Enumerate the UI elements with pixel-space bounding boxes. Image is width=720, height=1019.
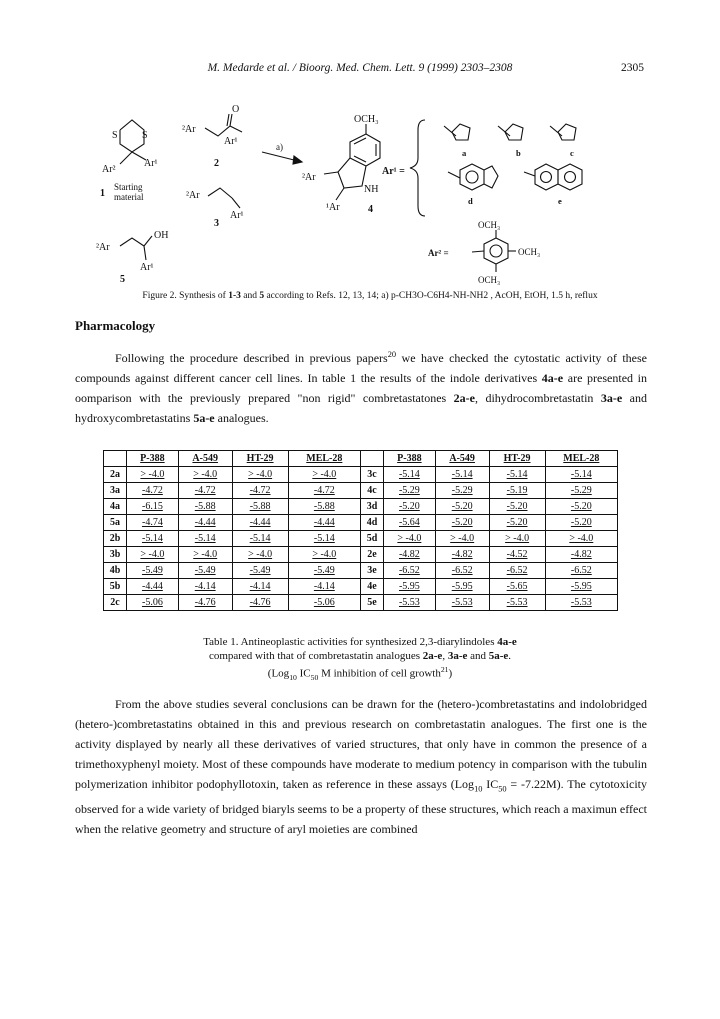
p2-text-3: = -7.22M). The cytotoxicity observed for a wide variety of bridged biaryls seems to be a property of these structures, which reach a maximun effect when the relative geometry and structure of aryl moieties are combined xyxy=(75,777,647,837)
tc-l3-sup: 21 xyxy=(440,665,449,674)
table-caption-line-1 xyxy=(180,635,540,649)
p2-text-2: IC xyxy=(482,777,499,791)
tc-l3-sub2: 50 xyxy=(310,672,319,682)
table-cell: -5.49 xyxy=(127,563,179,579)
caption-bold-1: 1-3 xyxy=(228,291,241,301)
table-caption-line-2 xyxy=(180,649,540,663)
label-arrow-a: a) xyxy=(276,142,283,152)
row-label: 4a xyxy=(104,499,127,515)
table-body xyxy=(104,467,618,611)
table-cell: -5.14 xyxy=(435,467,489,483)
header-col: HT-29 xyxy=(489,451,545,467)
table-cell: -4.52 xyxy=(489,547,545,563)
table-cell: -5.65 xyxy=(489,579,545,595)
table-cell: -5.88 xyxy=(288,499,360,515)
row-label: 3d xyxy=(360,499,383,515)
label-och3-1: OCH₃ xyxy=(478,220,501,230)
table-cell: -4.44 xyxy=(178,515,232,531)
label-ar1-eq: Ar¹ = xyxy=(382,166,405,177)
table-cell: -5.53 xyxy=(489,595,545,611)
table-cell: > -4.0 xyxy=(288,547,360,563)
p1-text-6: analogues. xyxy=(214,411,269,425)
table-cell: -4.14 xyxy=(232,579,288,595)
label-3ar: ²Ar xyxy=(186,190,200,201)
row-label: 2c xyxy=(104,595,127,611)
caption-lead: Figure 2. Synthesis of xyxy=(142,291,229,301)
table-row xyxy=(104,499,618,515)
header-col: MEL-28 xyxy=(545,451,617,467)
row-label: 3c xyxy=(360,467,383,483)
table-cell: > -4.0 xyxy=(232,467,288,483)
tc-l2b: 2a-e xyxy=(422,650,443,662)
p1-bold-4: 5a-e xyxy=(193,411,215,425)
table-cell: -4.14 xyxy=(178,579,232,595)
caption-rest: according to Refs. 12, 13, 14; a) p-CH3O-C6H4-NH-NH2 , AcOH, EtOH, 1.5 h, reflux xyxy=(264,291,598,301)
table-caption xyxy=(180,635,540,685)
running-header xyxy=(0,62,720,80)
header-col: P-388 xyxy=(127,451,179,467)
row-label: 5b xyxy=(104,579,127,595)
table-cell: -5.14 xyxy=(232,531,288,547)
table-cell: -6.52 xyxy=(545,563,617,579)
table-cell: -5.95 xyxy=(545,579,617,595)
table-cell: -4.44 xyxy=(127,579,179,595)
table-cell: -5.20 xyxy=(545,499,617,515)
label-prod-ar1: ¹Ar xyxy=(326,202,340,213)
label-5oh: OH xyxy=(154,230,169,241)
label-5ar1: Ar¹ xyxy=(140,262,154,273)
table-cell: -4.72 xyxy=(232,483,288,499)
row-label: 5a xyxy=(104,515,127,531)
table-row xyxy=(104,595,618,611)
table-cell: -4.44 xyxy=(288,515,360,531)
activity-table xyxy=(103,450,618,611)
tc-l3b: IC xyxy=(296,667,311,680)
activity-table-wrapper xyxy=(103,450,618,630)
paragraph-2 xyxy=(75,694,647,839)
table-cell: > -4.0 xyxy=(232,547,288,563)
header-blank xyxy=(360,451,383,467)
table-cell: -5.53 xyxy=(545,595,617,611)
tc-l2a: compared with that of combretastatin analogues xyxy=(208,650,423,662)
label-sub-d: d xyxy=(468,196,473,206)
label-prod-ar2: ²Ar xyxy=(302,172,316,183)
header-blank xyxy=(104,451,127,467)
header-col: P-388 xyxy=(383,451,435,467)
label-och3-top: OCH₃ xyxy=(354,114,379,125)
label-compound-1: 1 xyxy=(100,188,105,199)
label-3ar1: Ar¹ xyxy=(230,210,244,221)
table-cell: -4.74 xyxy=(127,515,179,531)
table-cell: -5.14 xyxy=(383,467,435,483)
label-ar2-1: Ar² xyxy=(102,164,116,175)
table-cell: -5.88 xyxy=(232,499,288,515)
p2-sub-2: 50 xyxy=(498,784,507,794)
table-cell: -5.49 xyxy=(178,563,232,579)
table-row xyxy=(104,483,618,499)
label-nh: NH xyxy=(364,184,379,195)
table-cell: -5.06 xyxy=(127,595,179,611)
table-cell: -5.20 xyxy=(383,499,435,515)
table-cell: > -4.0 xyxy=(127,547,179,563)
table-cell: -5.29 xyxy=(383,483,435,499)
p1-text-3: are presented in oomparison with the previously prepared "non rigid" combretastatones xyxy=(75,371,647,405)
label-2ar1: Ar¹ xyxy=(224,136,238,147)
row-label: 4e xyxy=(360,579,383,595)
header-col: A-549 xyxy=(435,451,489,467)
caption-bold-2: 5 xyxy=(259,291,265,301)
header-col: MEL-28 xyxy=(288,451,360,467)
table-cell: -4.72 xyxy=(178,483,232,499)
table-cell: -5.53 xyxy=(435,595,489,611)
table-row xyxy=(104,547,618,563)
tc-l2e: and xyxy=(467,650,489,662)
p1-ref: 20 xyxy=(387,350,397,359)
row-label: 2a xyxy=(104,467,127,483)
label-sub-a: a xyxy=(462,148,467,158)
table-cell: -5.49 xyxy=(232,563,288,579)
table-cell: -6.52 xyxy=(435,563,489,579)
table-row xyxy=(104,579,618,595)
table-cell: -4.44 xyxy=(232,515,288,531)
table-cell: > -4.0 xyxy=(127,467,179,483)
table-row xyxy=(104,467,618,483)
row-label: 5d xyxy=(360,531,383,547)
table-cell: -4.82 xyxy=(383,547,435,563)
p2-text-1: From the above studies several conclusions can be drawn for the (hetero-)combretastatins and indolobridged (hetero-)combretastatins obtained in this and previous research on combretastatin analogues. The first one is the activity displayed by nearly all these derivatives of varied structures, that only have in common the presence of a trimethoxyphenyl moiety. Most of these compounds have moderate to medium potency in comparison with the tubulin polymerization inhibitor podophyllotoxin, taken as reference in these assays (Log xyxy=(75,697,647,791)
table-cell: -4.14 xyxy=(288,579,360,595)
tc-l2d: 3a-e xyxy=(447,650,468,662)
table-cell: -5.53 xyxy=(383,595,435,611)
running-head: M. Medarde et al. / Bioorg. Med. Chem. Lett. 9 (1999) 2303–2308 xyxy=(207,62,513,74)
table-cell: -6.52 xyxy=(489,563,545,579)
table-cell: > -4.0 xyxy=(545,531,617,547)
table-cell: -5.88 xyxy=(178,499,232,515)
table-cell: -4.82 xyxy=(545,547,617,563)
row-label: 4c xyxy=(360,483,383,499)
label-starting: Starting xyxy=(114,182,143,192)
tc-l3d: ) xyxy=(448,667,453,680)
label-o: O xyxy=(232,104,240,115)
label-compound-5: 5 xyxy=(120,274,125,285)
row-label: 3e xyxy=(360,563,383,579)
table-cell: > -4.0 xyxy=(178,547,232,563)
table-cell: > -4.0 xyxy=(383,531,435,547)
tc-l2c: , xyxy=(442,650,448,662)
table-cell: -5.49 xyxy=(288,563,360,579)
table-cell: -5.20 xyxy=(489,499,545,515)
table-cell: -5.14 xyxy=(178,531,232,547)
table-cell: -5.20 xyxy=(435,499,489,515)
table-cell: -5.14 xyxy=(288,531,360,547)
page-number: 2305 xyxy=(621,62,644,74)
table-cell: -5.14 xyxy=(127,531,179,547)
label-material: material xyxy=(114,192,144,202)
label-ar1-1: Ar¹ xyxy=(144,158,158,169)
table-caption-line-3 xyxy=(180,663,540,685)
table-cell: -5.95 xyxy=(383,579,435,595)
table-cell: -5.14 xyxy=(489,467,545,483)
label-5ar: ²Ar xyxy=(96,242,110,253)
header-col: HT-29 xyxy=(232,451,288,467)
p1-text-2: we have checked the cytostatic activity of these compounds against different cancer cell lines. In table 1 the results of the indole derivatives xyxy=(75,351,647,385)
label-compound-4: 4 xyxy=(368,204,373,215)
tc-l3c: M inhibition of cell growth xyxy=(318,667,441,680)
table-cell: -5.20 xyxy=(435,515,489,531)
table-cell: -5.29 xyxy=(545,483,617,499)
table-cell: -5.19 xyxy=(489,483,545,499)
table-row xyxy=(104,563,618,579)
row-label: 3b xyxy=(104,547,127,563)
figure-caption xyxy=(70,291,670,301)
table-cell: > -4.0 xyxy=(288,467,360,483)
synthesis-scheme xyxy=(80,100,660,290)
header-col: A-549 xyxy=(178,451,232,467)
tc-l2g: . xyxy=(508,650,512,662)
table-cell: -5.14 xyxy=(545,467,617,483)
label-sub-b: b xyxy=(516,148,521,158)
table-row xyxy=(104,515,618,531)
table-cell: -5.95 xyxy=(435,579,489,595)
table-cell: -5.29 xyxy=(435,483,489,499)
section-title: Pharmacology xyxy=(75,318,156,333)
row-label: 4b xyxy=(104,563,127,579)
table-cell: -4.76 xyxy=(178,595,232,611)
table-cell: > -4.0 xyxy=(489,531,545,547)
row-label: 4d xyxy=(360,515,383,531)
paragraph-1 xyxy=(75,345,647,428)
scheme-drawing xyxy=(80,100,660,290)
p1-bold-1: 4a-e xyxy=(541,371,564,385)
label-och3-2: OCH₃ xyxy=(518,247,541,257)
label-sub-c: c xyxy=(570,148,574,158)
label-2ar: ²Ar xyxy=(182,124,196,135)
p1-bold-2: 2a-e xyxy=(453,391,475,405)
label-ar2-eq: Ar² = xyxy=(428,248,449,258)
label-sub-e: e xyxy=(558,196,562,206)
p1-text-1: Following the procedure described in previous papers xyxy=(115,351,388,365)
table-cell: > -4.0 xyxy=(435,531,489,547)
tc-l3-sub: 10 xyxy=(289,672,297,682)
p1-text-4: , dihydrocombretastatin xyxy=(475,391,601,405)
caption-mid: and xyxy=(240,291,260,301)
label-compound-2: 2 xyxy=(214,158,219,169)
table-cell: -5.06 xyxy=(288,595,360,611)
table-cell: -6.15 xyxy=(127,499,179,515)
table-cell: -5.64 xyxy=(383,515,435,531)
table-header-row xyxy=(104,451,618,467)
tc-l1a: Table 1. Antineoplastic activities for synthesized 2,3-diarylindoles xyxy=(203,636,498,648)
label-s-right: S xyxy=(142,130,148,141)
label-s-left: S xyxy=(112,130,118,141)
tc-l2f: 5a-e xyxy=(488,650,509,662)
tc-l3a: (Log xyxy=(267,667,290,680)
p2-sub-1: 10 xyxy=(474,784,483,794)
table-cell: -4.76 xyxy=(232,595,288,611)
table-cell: -4.72 xyxy=(288,483,360,499)
table-row xyxy=(104,531,618,547)
row-label: 2e xyxy=(360,547,383,563)
table-cell: -5.20 xyxy=(545,515,617,531)
row-label: 5e xyxy=(360,595,383,611)
label-compound-3: 3 xyxy=(214,218,219,229)
label-och3-3: OCH₃ xyxy=(478,275,501,285)
table-cell: -4.72 xyxy=(127,483,179,499)
row-label: 2b xyxy=(104,531,127,547)
p1-text-5: and hydroxycombretastatins xyxy=(75,391,647,425)
table-cell: -5.20 xyxy=(489,515,545,531)
tc-l1b: 4a-e xyxy=(497,636,517,648)
table-cell: -6.52 xyxy=(383,563,435,579)
row-label: 3a xyxy=(104,483,127,499)
p1-bold-3: 3a-e xyxy=(600,391,623,405)
table-cell: > -4.0 xyxy=(178,467,232,483)
table-cell: -4.82 xyxy=(435,547,489,563)
